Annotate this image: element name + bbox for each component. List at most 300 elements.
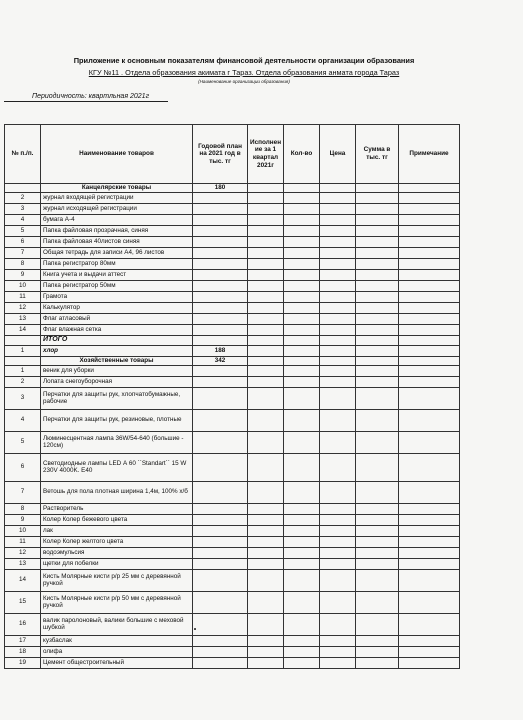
cell-plan: 342 — [193, 356, 248, 365]
cell-exec — [248, 514, 284, 525]
cell-exec — [248, 635, 284, 646]
cell-plan — [193, 214, 248, 225]
cell-qty — [284, 280, 320, 291]
table-row — [5, 345, 460, 356]
cell-sum — [356, 324, 399, 335]
cell-num: 2 — [5, 376, 41, 387]
cell-qty — [284, 324, 320, 335]
cell-name: журнал исходящей регистрации — [41, 203, 193, 214]
table-header-row — [5, 125, 460, 184]
cell-num: 10 — [5, 525, 41, 536]
cell-name: Ветошь для пола плотная ширина 1,4м, 100% х/б — [41, 481, 193, 503]
header-num: № п./п. — [5, 125, 41, 184]
cell-qty — [284, 646, 320, 657]
cell-note — [399, 481, 460, 503]
cell-price — [320, 635, 356, 646]
cell-price — [320, 203, 356, 214]
cell-num: 1 — [5, 345, 41, 356]
cell-plan — [193, 376, 248, 387]
cell-sum — [356, 356, 399, 365]
cell-note — [399, 503, 460, 514]
cell-price — [320, 536, 356, 547]
periodicity-label: Периодичность: квартльная 2021г — [32, 93, 150, 100]
cell-num: 6 — [5, 453, 41, 481]
cell-num: 9 — [5, 514, 41, 525]
cell-sum — [356, 335, 399, 345]
cell-note — [399, 313, 460, 324]
cell-price — [320, 225, 356, 236]
cell-plan — [193, 481, 248, 503]
cell-name: Папка регистратор 80мм — [41, 258, 193, 269]
cell-note — [399, 225, 460, 236]
cell-name: Колер Колер желтого цвета — [41, 536, 193, 547]
table-row — [5, 291, 460, 302]
cell-name: Флаг атласовый — [41, 313, 193, 324]
header-plan: Годовой план на 2021 год в тыс. тг — [193, 125, 248, 184]
cell-exec — [248, 192, 284, 203]
table-row — [5, 646, 460, 657]
cell-num: 11 — [5, 291, 41, 302]
cell-note — [399, 324, 460, 335]
cell-name: Кисть Молярные кисти р/р 50 мм с деревянной ручкой — [41, 591, 193, 613]
cell-sum — [356, 558, 399, 569]
cell-sum — [356, 269, 399, 280]
cell-name: Папка файловая 40листов синяя — [41, 236, 193, 247]
cell-exec — [248, 258, 284, 269]
cell-qty — [284, 409, 320, 431]
cell-name: хлор — [41, 345, 193, 356]
cell-plan — [193, 635, 248, 646]
cell-qty — [284, 356, 320, 365]
cell-plan — [193, 431, 248, 453]
cell-num: 3 — [5, 387, 41, 409]
cell-name: Перчатки для защиты рук, хлопчатобумажные, рабочие — [41, 387, 193, 409]
header-price: Цена — [320, 125, 356, 184]
cell-qty — [284, 335, 320, 345]
cell-plan — [193, 302, 248, 313]
cell-exec — [248, 356, 284, 365]
cell-exec — [248, 214, 284, 225]
cell-note — [399, 646, 460, 657]
cell-price — [320, 525, 356, 536]
table-row — [5, 453, 460, 481]
cell-plan — [193, 503, 248, 514]
cell-sum — [356, 569, 399, 591]
cell-sum — [356, 203, 399, 214]
cell-plan: 188 — [193, 345, 248, 356]
cell-plan — [193, 591, 248, 613]
cell-sum — [356, 258, 399, 269]
cell-price — [320, 481, 356, 503]
cell-note — [399, 280, 460, 291]
cell-name: Светодиодные лампы LED А 60 ``Standart`` 15 W 230V 4000K. E40 — [41, 453, 193, 481]
table-row — [5, 613, 460, 635]
cell-num: 6 — [5, 236, 41, 247]
cell-name: Папка регистратор 50мм — [41, 280, 193, 291]
cell-num: 12 — [5, 302, 41, 313]
cell-name: лак — [41, 525, 193, 536]
cell-qty — [284, 453, 320, 481]
cell-num: 5 — [5, 431, 41, 453]
cell-sum — [356, 345, 399, 356]
cell-note — [399, 291, 460, 302]
cell-plan — [193, 225, 248, 236]
cell-name: журнал входящей регистрации — [41, 192, 193, 203]
cell-note — [399, 569, 460, 591]
cell-plan — [193, 291, 248, 302]
cell-note — [399, 547, 460, 558]
cell-sum — [356, 192, 399, 203]
cell-exec — [248, 547, 284, 558]
cell-plan — [193, 236, 248, 247]
cell-sum — [356, 657, 399, 668]
cell-num: 2 — [5, 192, 41, 203]
cell-qty — [284, 536, 320, 547]
cell-sum — [356, 376, 399, 387]
cell-num: 9 — [5, 269, 41, 280]
table-row — [5, 192, 460, 203]
cell-sum — [356, 291, 399, 302]
cell-sum — [356, 247, 399, 258]
cell-qty — [284, 225, 320, 236]
table-row — [5, 225, 460, 236]
cell-note — [399, 192, 460, 203]
table-row — [5, 503, 460, 514]
cell-num: 10 — [5, 280, 41, 291]
table-row — [5, 365, 460, 376]
cell-price — [320, 365, 356, 376]
cell-exec — [248, 376, 284, 387]
cell-exec — [248, 409, 284, 431]
cell-qty — [284, 635, 320, 646]
cell-plan — [193, 547, 248, 558]
cell-plan — [193, 613, 248, 635]
cell-price — [320, 324, 356, 335]
cell-price — [320, 313, 356, 324]
cell-sum — [356, 313, 399, 324]
cell-num: 11 — [5, 536, 41, 547]
table-row — [5, 547, 460, 558]
cell-note — [399, 453, 460, 481]
stray-mark — [194, 628, 196, 630]
table-row — [5, 657, 460, 668]
cell-price — [320, 409, 356, 431]
cell-num: 18 — [5, 646, 41, 657]
section-row — [5, 356, 460, 365]
cell-num: 7 — [5, 247, 41, 258]
cell-exec — [248, 503, 284, 514]
cell-name: Канцелярские товары — [41, 184, 193, 193]
cell-qty — [284, 387, 320, 409]
table-row — [5, 409, 460, 431]
cell-sum — [356, 646, 399, 657]
cell-price — [320, 431, 356, 453]
cell-qty — [284, 258, 320, 269]
table-row — [5, 569, 460, 591]
cell-price — [320, 302, 356, 313]
cell-sum — [356, 481, 399, 503]
cell-sum — [356, 225, 399, 236]
cell-price — [320, 247, 356, 258]
cell-num: 5 — [5, 225, 41, 236]
cell-price — [320, 345, 356, 356]
table-row — [5, 258, 460, 269]
cell-note — [399, 269, 460, 280]
cell-name: Колер Колер бежевого цвета — [41, 514, 193, 525]
cell-plan — [193, 203, 248, 214]
cell-qty — [284, 184, 320, 193]
cell-num: 13 — [5, 558, 41, 569]
table-row — [5, 387, 460, 409]
cell-exec — [248, 525, 284, 536]
cell-sum — [356, 236, 399, 247]
cell-qty — [284, 525, 320, 536]
cell-price — [320, 184, 356, 193]
table-row — [5, 591, 460, 613]
organization-caption: (Наименование организации образования) — [198, 79, 290, 84]
cell-name: бумага А-4 — [41, 214, 193, 225]
cell-sum — [356, 409, 399, 431]
cell-exec — [248, 345, 284, 356]
cell-name: Книга учета и выдачи аттест — [41, 269, 193, 280]
cell-price — [320, 214, 356, 225]
cell-plan — [193, 365, 248, 376]
document-title: Приложение к основным показателям финансовой деятельности организации образования — [73, 56, 415, 65]
cell-price — [320, 547, 356, 558]
table-row — [5, 324, 460, 335]
cell-sum — [356, 503, 399, 514]
cell-plan — [193, 525, 248, 536]
cell-exec — [248, 247, 284, 258]
table-row — [5, 280, 460, 291]
table-body — [5, 184, 460, 669]
cell-price — [320, 569, 356, 591]
cell-sum — [356, 280, 399, 291]
cell-qty — [284, 547, 320, 558]
section-row — [5, 184, 460, 193]
table-row — [5, 635, 460, 646]
cell-qty — [284, 203, 320, 214]
table-row — [5, 558, 460, 569]
cell-num — [5, 356, 41, 365]
cell-name: Лопата снегоуборочная — [41, 376, 193, 387]
cell-qty — [284, 481, 320, 503]
cell-price — [320, 657, 356, 668]
cell-name: валик паролоновый, валики большие с меховой шубкой — [41, 613, 193, 635]
cell-note — [399, 214, 460, 225]
cell-note — [399, 365, 460, 376]
cell-note — [399, 591, 460, 613]
cell-note — [399, 302, 460, 313]
cell-sum — [356, 365, 399, 376]
cell-note — [399, 387, 460, 409]
cell-price — [320, 356, 356, 365]
cell-exec — [248, 302, 284, 313]
cell-qty — [284, 613, 320, 635]
cell-note — [399, 345, 460, 356]
cell-exec — [248, 236, 284, 247]
cell-note — [399, 657, 460, 668]
cell-exec — [248, 569, 284, 591]
cell-price — [320, 258, 356, 269]
cell-price — [320, 280, 356, 291]
table-row — [5, 203, 460, 214]
cell-exec — [248, 324, 284, 335]
cell-num — [5, 335, 41, 345]
cell-plan — [193, 247, 248, 258]
cell-qty — [284, 247, 320, 258]
cell-num — [5, 184, 41, 193]
cell-num: 19 — [5, 657, 41, 668]
cell-plan — [193, 324, 248, 335]
cell-qty — [284, 503, 320, 514]
cell-note — [399, 376, 460, 387]
cell-qty — [284, 302, 320, 313]
cell-sum — [356, 525, 399, 536]
cell-exec — [248, 387, 284, 409]
cell-note — [399, 635, 460, 646]
header-qty: Кол-во — [284, 125, 320, 184]
cell-name: Перчатки для защиты рук, резиновые, плотные — [41, 409, 193, 431]
cell-note — [399, 203, 460, 214]
header-name: Наименование товаров — [41, 125, 193, 184]
cell-name: Флаг влажная сетка — [41, 324, 193, 335]
cell-sum — [356, 453, 399, 481]
cell-price — [320, 192, 356, 203]
cell-qty — [284, 558, 320, 569]
cell-num: 12 — [5, 547, 41, 558]
periodicity-underline — [4, 101, 168, 102]
cell-num: 16 — [5, 613, 41, 635]
cell-sum — [356, 613, 399, 635]
cell-name: Папка файловая прозрачная, синяя — [41, 225, 193, 236]
table-row — [5, 269, 460, 280]
cell-num: 8 — [5, 258, 41, 269]
table-row — [5, 247, 460, 258]
cell-sum — [356, 184, 399, 193]
cell-num: 13 — [5, 313, 41, 324]
cell-sum — [356, 387, 399, 409]
cell-name: Цемент общестроительный — [41, 657, 193, 668]
organization-name-text: КГУ №11 . Отдела образования акимата г Тараз. Отдела образования анмата города Тараз — [88, 68, 400, 77]
cell-price — [320, 376, 356, 387]
table-row — [5, 376, 460, 387]
cell-price — [320, 558, 356, 569]
cell-num: 14 — [5, 324, 41, 335]
cell-sum — [356, 302, 399, 313]
table-row — [5, 313, 460, 324]
cell-plan — [193, 192, 248, 203]
cell-name: Калькулятор — [41, 302, 193, 313]
header-sum: Сумма в тыс. тг — [356, 125, 399, 184]
header-note: Примечание — [399, 125, 460, 184]
cell-note — [399, 536, 460, 547]
cell-exec — [248, 291, 284, 302]
cell-sum — [356, 591, 399, 613]
cell-exec — [248, 269, 284, 280]
cell-price — [320, 591, 356, 613]
cell-plan — [193, 536, 248, 547]
cell-num: 8 — [5, 503, 41, 514]
cell-exec — [248, 313, 284, 324]
table-row — [5, 536, 460, 547]
cell-qty — [284, 376, 320, 387]
cell-exec — [248, 613, 284, 635]
cell-name: щетки для побелки — [41, 558, 193, 569]
cell-sum — [356, 635, 399, 646]
table-row — [5, 481, 460, 503]
cell-name: водоэмульсия — [41, 547, 193, 558]
cell-plan — [193, 387, 248, 409]
table-row — [5, 514, 460, 525]
cell-qty — [284, 269, 320, 280]
table-row — [5, 236, 460, 247]
cell-exec — [248, 591, 284, 613]
cell-note — [399, 558, 460, 569]
table-row — [5, 431, 460, 453]
cell-name: Грамота — [41, 291, 193, 302]
cell-plan — [193, 514, 248, 525]
cell-num: 15 — [5, 591, 41, 613]
cell-qty — [284, 214, 320, 225]
cell-name: Общая тетрадь для записи А4, 96 листов — [41, 247, 193, 258]
cell-note — [399, 409, 460, 431]
cell-num: 1 — [5, 365, 41, 376]
cell-note — [399, 514, 460, 525]
cell-note — [399, 184, 460, 193]
cell-name: олифа — [41, 646, 193, 657]
cell-qty — [284, 345, 320, 356]
cell-exec — [248, 431, 284, 453]
cell-price — [320, 387, 356, 409]
goods-table — [4, 124, 460, 669]
cell-name: кузбаслак — [41, 635, 193, 646]
cell-price — [320, 514, 356, 525]
cell-plan — [193, 657, 248, 668]
cell-plan — [193, 409, 248, 431]
cell-plan — [193, 646, 248, 657]
cell-exec — [248, 453, 284, 481]
cell-num: 17 — [5, 635, 41, 646]
cell-name: Люминесцентная лампа 36W/54-640 (большие - 120см) — [41, 431, 193, 453]
header-exec: Исполнен ие за 1 квартал 2021г — [248, 125, 284, 184]
organization-name — [34, 68, 454, 77]
cell-exec — [248, 481, 284, 503]
cell-qty — [284, 657, 320, 668]
cell-sum — [356, 431, 399, 453]
cell-plan: 180 — [193, 184, 248, 193]
cell-plan — [193, 280, 248, 291]
cell-plan — [193, 258, 248, 269]
cell-price — [320, 646, 356, 657]
cell-note — [399, 613, 460, 635]
cell-note — [399, 356, 460, 365]
cell-exec — [248, 280, 284, 291]
cell-sum — [356, 214, 399, 225]
cell-price — [320, 291, 356, 302]
cell-plan — [193, 453, 248, 481]
cell-exec — [248, 184, 284, 193]
cell-price — [320, 503, 356, 514]
cell-qty — [284, 365, 320, 376]
cell-qty — [284, 313, 320, 324]
cell-name: Растворитель — [41, 503, 193, 514]
cell-sum — [356, 514, 399, 525]
cell-sum — [356, 536, 399, 547]
total-row — [5, 335, 460, 345]
cell-price — [320, 453, 356, 481]
cell-qty — [284, 192, 320, 203]
